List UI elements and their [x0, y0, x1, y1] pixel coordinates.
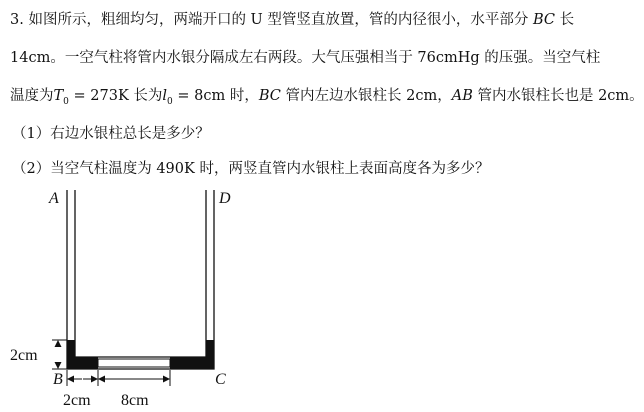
var-t-subscript: 0: [63, 96, 69, 107]
dim-vertical-label: 2cm: [10, 347, 38, 364]
var-l: l: [162, 88, 168, 104]
problem-text: 管内水银柱长也是 2cm。: [472, 88, 644, 104]
mercury-right-vertical: [206, 340, 214, 369]
label-b: B: [53, 371, 63, 388]
label-a: A: [49, 190, 59, 207]
var-bc: BC: [533, 12, 556, 28]
var-t: T: [53, 88, 64, 104]
label-c: C: [215, 371, 226, 388]
problem-text: = 273K 长为: [68, 88, 163, 104]
var-l-subscript: 0: [167, 96, 173, 107]
problem-number: 3.: [10, 12, 24, 28]
problem-line-2: 14cm。一空气柱将管内水银分隔成左右两段。大气压强相当于 76cmHg 的压强。当空气柱: [10, 50, 601, 66]
dim-air-label: 8cm: [121, 392, 149, 409]
var-bc-2: BC: [258, 88, 281, 104]
air-column: [98, 359, 170, 367]
var-ab: AB: [451, 88, 473, 104]
problem-text: 管内左边水银柱长 2cm，: [280, 88, 452, 104]
tube-outer-wall: [67, 190, 214, 369]
problem-text: 温度为: [10, 88, 54, 104]
problem-text: 如图所示，粗细均匀，两端开口的 U 型管竖直放置，管的内径很小，水平部分: [28, 12, 533, 28]
tube-inner-wall: [75, 190, 206, 357]
problem-text: 长: [555, 12, 575, 28]
dim-left-label: 2cm: [63, 392, 91, 409]
problem-text: = 8cm 时，: [172, 88, 259, 104]
question-1: （1）右边水银柱总长是多少？: [12, 126, 210, 142]
mercury-left-horizontal: [67, 357, 98, 369]
label-d: D: [219, 190, 231, 207]
question-2: （2）当空气柱温度为 490K 时，两竖直管内水银柱上表面高度各为多少？: [12, 161, 490, 177]
